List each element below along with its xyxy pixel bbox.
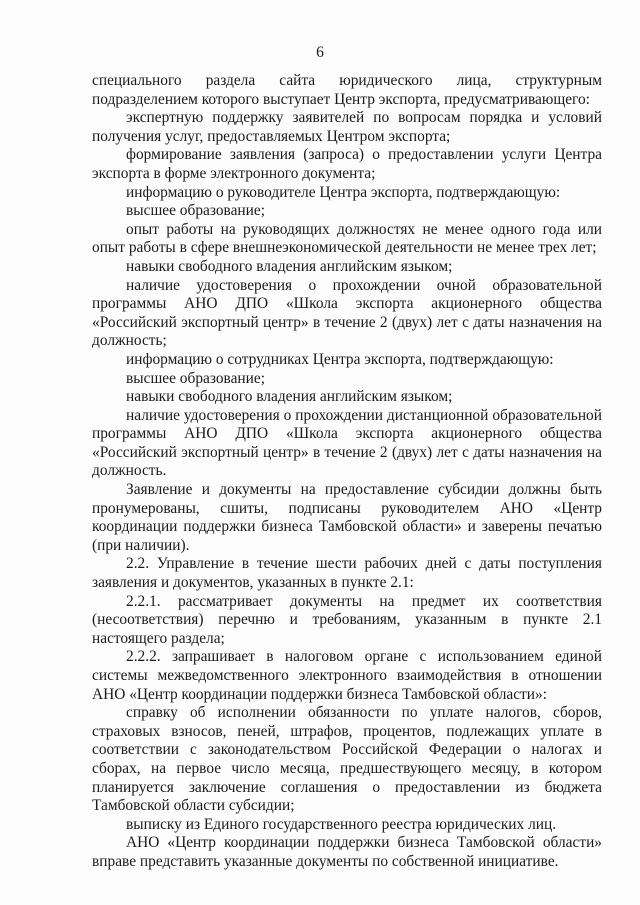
paragraph: навыки свободного владения английским языком;	[126, 388, 453, 406]
paragraph: формирование заявления (запроса) о предоставлении услуги Центра экспорта в форме электронного документа;	[92, 146, 602, 182]
paragraph: выписку из Единого государственного реестра юридических лиц.	[126, 815, 557, 833]
paragraph: 2.2.1. рассматривает документы на предмет их соответствия (несоответствия) перечню и требованиям, указанным в пункте 2.1 настоящего раздела;	[92, 592, 602, 647]
paragraph: наличие удостоверения о прохождении очной образовательной программы АНО ДПО «Школа экспорта акционерного общества «Российский экспортный центр» в течение 2 (двух) лет с даты назначения на должность;	[92, 276, 602, 350]
document-body	[92, 72, 602, 872]
paragraph: информацию о руководителе Центра экспорта, подтверждающую:	[126, 183, 561, 201]
paragraph: высшее образование;	[126, 202, 266, 220]
paragraph: АНО «Центр координации поддержки бизнеса Тамбовской области» вправе представить указанные документы по собственной инициативе.	[92, 834, 602, 870]
paragraph: специального раздела сайта юридического лица, структурным подразделением которого выступает Центр экспорта, предусматривающего:	[92, 72, 602, 108]
paragraph: наличие удостоверения о прохождении дистанционной образовательной программы АНО ДПО «Школа экспорта акционерного общества «Российский экспортный центр» в течение 2 (двух) лет с даты назначения на должность.	[92, 406, 602, 480]
paragraph: высшее образование;	[126, 369, 266, 387]
paragraph: опыт работы на руководящих должностях не менее одного года или опыт работы в сфере внешнеэкономической деятельности не менее трех лет;	[92, 220, 602, 257]
paragraph: 2.2.2. запрашивает в налоговом органе с использованием единой системы межведомственного электронного взаимодействия в отношении АНО «Центр координации поддержки бизнеса Тамбовской области»:	[92, 648, 602, 703]
paragraph: Заявление и документы на предоставление субсидии должны быть пронумерованы, сшиты, подписаны руководителем АНО «Центр координации поддержки бизнеса Тамбовской области» и заверены печатью (при наличии).	[92, 481, 602, 554]
paragraph: экспертную поддержку заявителей по вопросам порядка и условий получения услуг, предоставляемых Центром экспорта;	[92, 109, 602, 145]
paragraph: справку об исполнении обязанности по уплате налогов, сборов, страховых взносов, пеней, штрафов, процентов, подлежащих уплате в соответствии с законодательством Российской Федерации о налогах и сборах, на первое число месяца, предшествующего месяцу, в котором планируется заключение соглашения о предоставлении из бюджета Тамбовской области субсидии;	[92, 704, 602, 815]
paragraph: навыки свободного владения английским языком;	[126, 257, 453, 275]
page-number: 6	[316, 44, 324, 61]
paragraph: 2.2. Управление в течение шести рабочих дней с даты поступления заявления и документов, указанных в пункте 2.1:	[92, 555, 602, 592]
paragraph: информацию о сотрудниках Центра экспорта, подтверждающую:	[126, 350, 554, 368]
